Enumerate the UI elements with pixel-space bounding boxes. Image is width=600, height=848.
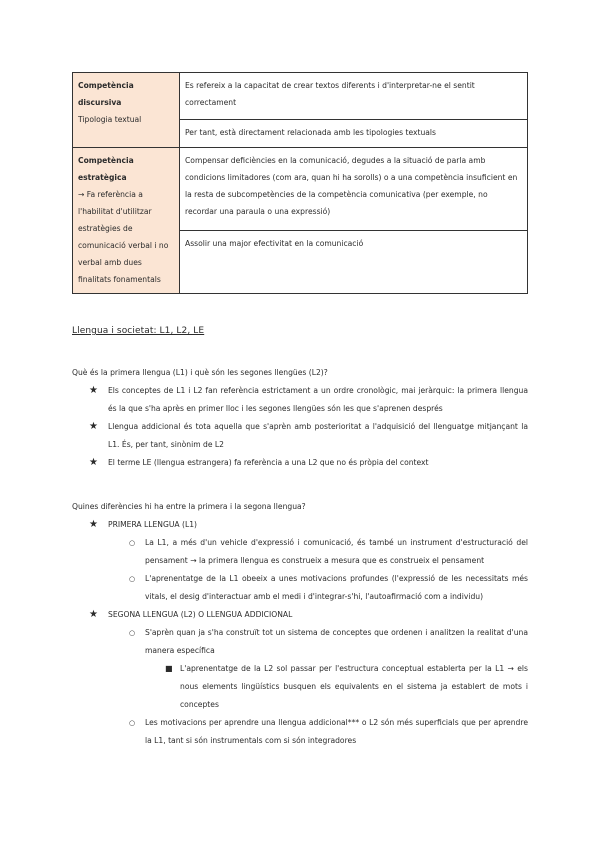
list-item-text: Els conceptes de L1 i L2 fan referència estrictament a un ordre cronològic, mai jeràrquic: la primera llengua és la que s'ha après en primer lloc i les segones llengües són les que s'aprenen després (108, 386, 528, 413)
list-item-text: L'aprenentatge de la L1 obeeix a unes motivacions profundes (l'expressió de les necessitats més vitals, el desig d'interactuar amb el medi i d'integrar-s'hi, l'autoafirmació com a individu) (145, 574, 528, 601)
list-item (72, 418, 528, 454)
section-title: Llengua i societat: L1, L2, LE (72, 326, 205, 336)
circle-bullet-icon: ○ (129, 539, 136, 547)
list-item-text: El terme LE (llengua estrangera) fa referència a una L2 que no és pròpia del context (108, 458, 429, 467)
question-block-1 (72, 364, 528, 472)
question-block-2 (72, 498, 528, 750)
row-label-cell (73, 73, 180, 148)
square-bullet-icon: ■ (165, 664, 173, 673)
table-cell: Assolir una major efectivitat en la comunicació (180, 231, 528, 294)
sub-list (72, 534, 528, 606)
question-heading: Quines diferències hi ha entre la primera i la segona llengua? (72, 502, 306, 511)
star-bullet-icon: ★ (89, 385, 98, 396)
list-item-text: L'aprenentatge de la L2 sol passar per l'estructura conceptual establerta per la L1 → els nous elements lingüístics busquen els equivalents en el sistema ja establert de mots i conceptes (180, 664, 528, 709)
table-row (73, 73, 528, 120)
bullet-list (72, 606, 528, 624)
bullet-list (72, 516, 528, 534)
list-item (72, 516, 528, 534)
list-item-text: SEGONA LLENGUA (L2) O LLENGUA ADDICIONAL (108, 610, 293, 619)
table-cell: Es refereix a la capacitat de crear textos diferents i d'interpretar-ne el sentit correctament (180, 73, 528, 120)
list-item (72, 606, 528, 624)
list-item-text: La L1, a més d'un vehicle d'expressió i comunicació, és també un instrument d'estructuració del pensament → la primera llengua es construeix a mesura que es construeix el pensament (145, 538, 528, 565)
question-heading: Què és la primera llengua (L1) i què són les segones llengües (L2)? (72, 368, 328, 377)
table-cell: Per tant, està directament relacionada amb les tipologies textuals (180, 120, 528, 148)
list-item (72, 454, 528, 472)
sub-list (72, 624, 528, 660)
circle-bullet-icon: ○ (129, 719, 136, 727)
bullet-list (72, 382, 528, 472)
table-cell: Compensar deficiències en la comunicació, degudes a la situació de parla amb condicions limitadores (com ara, quan hi ha sorolls) o a una competència insuficient en la resta de subcompetències de la competència comunicativa (per exemple, no recordar una paraula o una expressió) (180, 148, 528, 231)
row-label-sub: → Fa referència a l'habilitat d'utilitzar estratègies de comunicació verbal i no verbal amb dues finalitats fonamentals (78, 190, 169, 284)
circle-bullet-icon: ○ (129, 629, 136, 637)
list-item (72, 570, 528, 606)
list-item (72, 382, 528, 418)
circle-bullet-icon: ○ (129, 575, 136, 583)
sub-list (72, 714, 528, 750)
list-item-text: PRIMERA LLENGUA (L1) (108, 520, 198, 529)
list-item (72, 624, 528, 660)
star-bullet-icon: ★ (89, 609, 98, 620)
list-item (72, 534, 528, 570)
list-item (72, 660, 528, 714)
star-bullet-icon: ★ (89, 457, 98, 468)
star-bullet-icon: ★ (89, 421, 98, 432)
row-label-title: Competència discursiva (78, 81, 134, 107)
sub-sub-list (72, 660, 528, 714)
row-label-title: Competència estratègica (78, 156, 134, 182)
table-row (73, 148, 528, 231)
competence-table (72, 72, 528, 294)
star-bullet-icon: ★ (89, 519, 98, 530)
list-item-text: S'aprèn quan ja s'ha construït tot un sistema de conceptes que ordenen i analitzen la realitat d'una manera específica (145, 628, 528, 655)
list-item-text: Llengua addicional és tota aquella que s'aprèn amb posterioritat a l'adquisició del llenguatge mitjançant la L1. És, per tant, sinònim de L2 (108, 422, 528, 449)
list-item (72, 714, 528, 750)
list-item-text: Les motivacions per aprendre una llengua addicional*** o L2 són més superficials que per aprendre la L1, tant si són instrumentals com si són integradores (145, 718, 528, 745)
row-label-sub: Tipologia textual (78, 115, 142, 124)
row-label-cell (73, 148, 180, 294)
